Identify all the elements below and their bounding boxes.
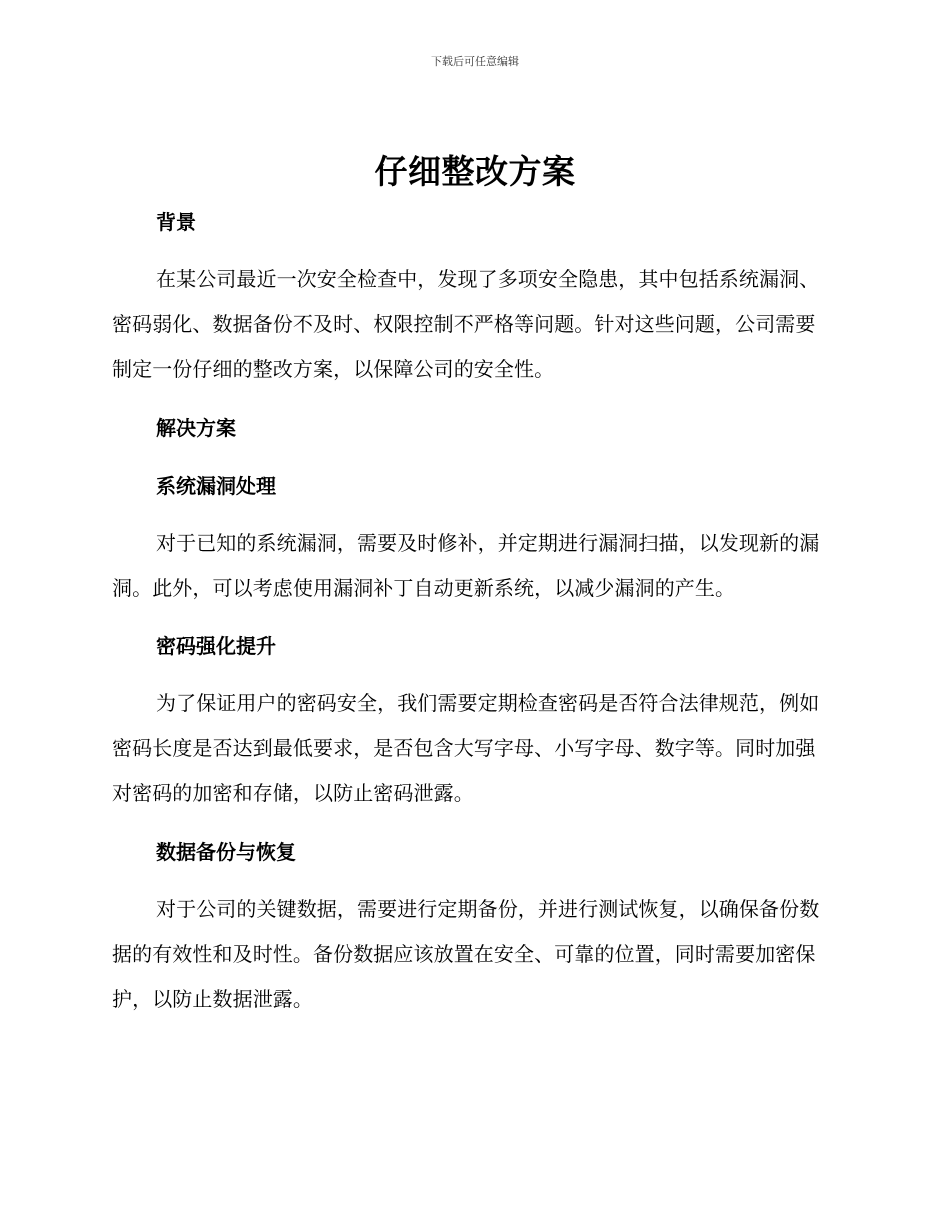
section-heading-data-backup: 数据备份与恢复 bbox=[156, 840, 296, 864]
section-heading-background: 背景 bbox=[156, 210, 196, 234]
header-note: 下载后可任意编辑 bbox=[431, 55, 519, 68]
section-heading-password: 密码强化提升 bbox=[156, 634, 276, 658]
paragraph-system-vulnerability: 对于已知的系统漏洞，需要及时修补，并定期进行漏洞扫描，以发现新的漏洞。此外，可以考虑使用漏洞补丁自动更新系统，以减少漏洞的产生。 bbox=[112, 531, 820, 600]
document-body bbox=[112, 200, 832, 1022]
section-heading-solution: 解决方案 bbox=[156, 416, 236, 440]
section-heading-system-vulnerability: 系统漏洞处理 bbox=[156, 474, 276, 498]
paragraph-data-backup: 对于公司的关键数据，需要进行定期备份，并进行测试恢复，以确保备份数据的有效性和及时性。备份数据应该放置在安全、可靠的位置，同时需要加密保护，以防止数据泄露。 bbox=[112, 897, 820, 1011]
paragraph-password: 为了保证用户的密码安全，我们需要定期检查密码是否符合法律规范，例如密码长度是否达到最低要求，是否包含大写字母、小写字母、数字等。同时加强对密码的加密和存储，以防止密码泄露。 bbox=[112, 691, 820, 805]
paragraph-background: 在某公司最近一次安全检查中，发现了多项安全隐患，其中包括系统漏洞、密码弱化、数据备份不及时、权限控制不严格等问题。针对这些问题，公司需要制定一份仔细的整改方案，以保障公司的安全性。 bbox=[112, 267, 820, 381]
document-title: 仔细整改方案 bbox=[374, 152, 576, 191]
